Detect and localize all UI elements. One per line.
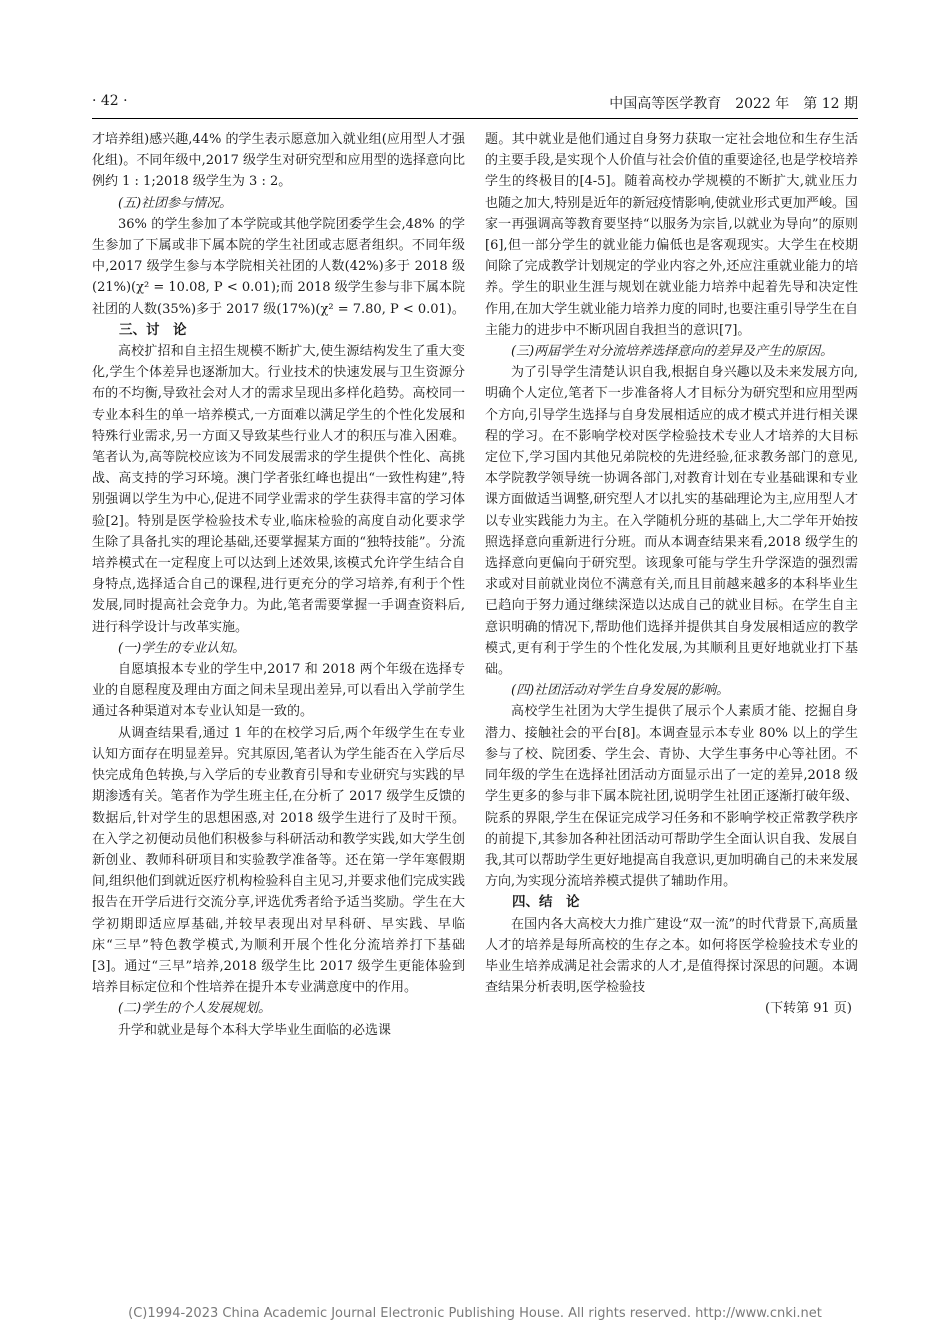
copyright-footer: (C)1994-2023 China Academic Journal Electronic Publishing House. All rights reserved. http://www.cnki.net (128, 1306, 822, 1321)
section-heading: 三、讨 论 (119, 321, 187, 338)
subsection-heading: (四)社团活动对学生自身发展的影响。 (511, 683, 730, 699)
journal-title: 中国高等医学教育 2022 年 第 12 期 (609, 96, 858, 112)
subsection-heading: (三)两届学生对分流培养选择意向的差异及产生的原因。 (511, 344, 834, 360)
subsection-heading: (一)学生的专业认知。 (118, 640, 246, 656)
paragraph: 在国内各大高校大力推广建设“双一流”的时代背景下,高质量人才的培养是每所高校的生存之本。如何将医学检验技术专业的毕业生培养成满足社会需求的人才,是值得探讨深思的问题。本调查结果分析表明,医学检验技 (485, 916, 858, 996)
left-column (92, 129, 465, 1041)
continued-note: (下转第 91 页) (765, 1001, 852, 1017)
paragraph: 升学和就业是每个本科大学毕业生面临的必选课 (118, 1022, 392, 1038)
right-column (485, 129, 858, 1020)
paragraph: 从调查结果看,通过 1 年的在校学习后,两个年级学生在专业认知方面存在明显差异。究其原因,笔者认为学生能否在入学后尽快完成角色转换,与入学后的专业教育引导和专业研究与实践的早期渗透有关。笔者作为学生班主任,在分析了 2017 级学生反馈的数据后,针对学生的思想困惑,对 2018 级学生进行了及时干预。在入学之初便动员他们积极参与科研活动和教学实践,如大学生创新创业、教师科研项目和实验教学准备等。还在第一学年寒假期间,组织他们到就近医疗机构检验科自主见习,并要求他们完成实践报告在开学后进行交流分享,评选优秀者给予适当奖励。学生在大学初期即适应厚基础,并较早表现出对早科研、早实践、早临床“三早”特色教学模式,为顺利开展个性化分流培养打下基础[3]。通过“三早”培养,2018 级学生比 2017 级学生更能体验到培养目标定位和个性培养在提升本专业满意度中的作用。 (92, 725, 465, 996)
paragraph: 高校学生社团为大学生提供了展示个人素质才能、挖掘自身潜力、接触社会的平台[8]。本调查显示本专业 80% 以上的学生参与了校、院团委、学生会、青协、大学生事务中心等社团。不同年级的学生在选择社团活动方面显示出了一定的差异,2018 级学生更多的参与非下属本院社团,说明学生社团正逐渐打破年级、院系的界限,学生在保证完成学习任务和不影响学校正常教学秩序的前提下,其参加各种社团活动可帮助学生全面认识自我、发展自我,其可以帮助学生更好地提高自我意识,更加明确自己的未来发展方向,为实现分流培养模式提供了辅助作用。 (485, 704, 858, 890)
paragraph: 题。其中就业是他们通过自身努力获取一定社会地位和生存生活的主要手段,是实现个人价值与社会价值的重要途径,也是学校培养学生的终极目的[4-5]。随着高校办学规模的不断扩大,就业压力也随之加大,特别是近年的新冠疫情影响,使就业形式更加严峻。国家一再强调高等教育要坚持“以服务为宗旨,以就业为导向”的原则[6],但一部分学生的就业能力偏低也是客观现实。大学生在校期间除了完成教学计划规定的学业内容之外,还应注重就业能力的培养。学生的职业生涯与规划在就业能力培养中起着先导和决定性作用,在加大学生就业能力培养力度的同时,也要注重引导学生在自主能力的进步中不断巩固自我担当的意识[7]。 (485, 132, 858, 338)
paragraph: 才培养组)感兴趣,44% 的学生表示愿意加入就业组(应用型人才强化组)。不同年级中,2017 级学生对研究型和应用型的选择意向比例约 1 : 1;2018 级学生为 3 : 2。 (92, 132, 465, 190)
running-header (92, 93, 858, 117)
paragraph: 高校扩招和自主招生规模不断扩大,使生源结构发生了重大变化,学生个体差异也逐渐加大。行业技术的快速发展与卫生资源分布的不均衡,导致社会对人才的需求呈现出多样化趋势。高校同一专业本科生的单一培养模式,一方面难以满足学生的个性化发展和特殊行业需求,另一方面又导致某些行业人才的积压与准入困难。笔者认为,高等院校应该为不同发展需求的学生提供个性化、高挑战、高支持的学习环境。澳门学者张红峰也提出“一致性构建”,特别强调以学生为中心,促进不同学业需求的学生获得丰富的学习体验[2]。特别是医学检验技术专业,临床检验的高度自动化要求学生除了具备扎实的理论基础,还要掌握某方面的“独特技能”。分流培养模式在一定程度上可以达到上述效果,该模式允许学生结合自身特点,选择适合自己的课程,进行更充分的学习培养,有利于个性发展,同时提高社会竞争力。为此,笔者需要掌握一手调查资料后,进行科学设计与改革实施。 (92, 344, 465, 635)
paragraph: 36% 的学生参加了本学院或其他学院团委学生会,48% 的学生参加了下属或非下属本院的学生社团或志愿者组织。不同年级中,2017 级学生参与本学院相关社团的人数(42%)多于 2018 级(21%)(χ² = 10.08, P < 0.01);而 2018 级学生参与非下属本院社团的人数(35%)多于 2017 级(17%)(χ² = 7.80, P < 0.01)。 (92, 216, 465, 317)
paragraph: 为了引导学生清楚认识自我,根据自身兴趣以及未来发展方向,明确个人定位,笔者下一步准备将人才目标分为研究型和应用型两个方向,引导学生选择与自身发展相适应的成才模式并进行相关课程的学习。在不影响学校对医学检验技术专业人才培养的大目标定位下,学习国内其他兄弟院校的先进经验,征求教务部门的意见,本学院教学领导统一协调各部门,对教育计划在专业基础课和专业课方面做适当调整,研究型人才以扎实的基础理论为主,应用型人才以专业实践能力为主。在入学随机分班的基础上,大二学年开始按照选择意向重新进行分班。而从本调查结果来看,2018 级学生的选择意向更偏向于研究型。该现象可能与学生升学深造的强烈需求或对目前就业岗位不满意有关,而且目前越来越多的本科毕业生已趋向于努力通过继续深造以达成自己的就业目标。在学生自主意识明确的情况下,帮助他们选择并提供其自身发展相适应的教学模式,更有利于学生的个性化发展,为其顺利且更好地就业打下基础。 (485, 365, 858, 678)
paragraph: 自愿填报本专业的学生中,2017 和 2018 两个年级在选择专业的自愿程度及理由方面之间未呈现出差异,可以看出入学前学生通过各种渠道对本专业认知是一致的。 (92, 662, 465, 720)
section-heading: 四、结 论 (512, 894, 580, 911)
header-rule (92, 118, 858, 119)
page-number: · 42 · (92, 93, 128, 109)
subsection-heading: (二)学生的个人发展规划。 (118, 1001, 272, 1017)
subsection-heading: (五)社团参与情况。 (118, 195, 233, 211)
